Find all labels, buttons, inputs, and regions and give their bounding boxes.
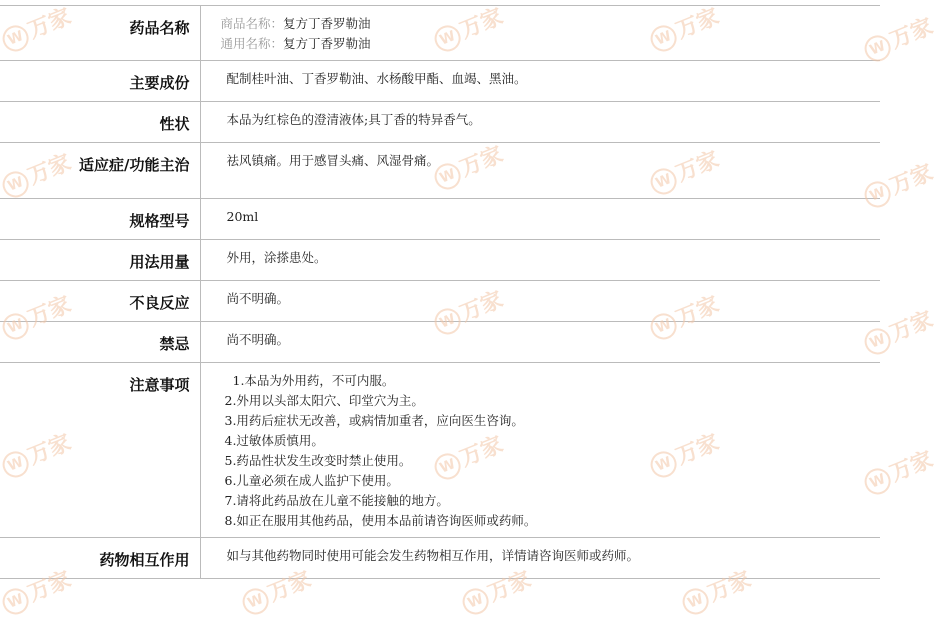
generic-name: 复方丁香罗勒油 — [283, 36, 371, 51]
precaution-item: 1.本品为外用药，不可内服。 — [232, 373, 395, 388]
row-appearance — [0, 102, 880, 143]
row-indications — [0, 143, 880, 199]
watermark: W万家 — [677, 563, 755, 618]
indications-label: 适应症/功能主治 — [0, 143, 200, 199]
precautions-label: 注意事项 — [0, 363, 200, 538]
trade-name: 复方丁香罗勒油 — [283, 16, 371, 31]
drug-name-value — [200, 6, 880, 61]
interactions-label: 药物相互作用 — [0, 538, 200, 579]
watermark: W万家 — [859, 10, 937, 66]
row-contraindications — [0, 322, 880, 363]
contraindications-value: 尚不明确。 — [200, 322, 880, 363]
watermark: W万家 — [645, 426, 723, 482]
precaution-item: 6.儿童必须在成人监护下使用。 — [224, 473, 399, 488]
row-specification — [0, 199, 880, 240]
adverse-reactions-label: 不良反应 — [0, 281, 200, 322]
indications-value: 祛风镇痛。用于感冒头痛、风湿骨痛。 — [200, 143, 880, 199]
watermark: W万家 — [859, 303, 937, 359]
watermark: W万家 — [0, 0, 75, 55]
precaution-item: 4.过敏体质慎用。 — [224, 433, 324, 448]
row-interactions — [0, 538, 880, 579]
row-precautions — [0, 363, 880, 538]
specification-value: 20ml — [200, 199, 880, 240]
usage-label: 用法用量 — [0, 240, 200, 281]
drug-spec-table — [0, 5, 880, 579]
precautions-list — [200, 363, 880, 538]
watermark: W万家 — [645, 143, 723, 199]
precaution-item: 8.如正在服用其他药品，使用本品前请咨询医师或药师。 — [224, 513, 537, 528]
row-ingredients — [0, 61, 880, 102]
appearance-label: 性状 — [0, 102, 200, 143]
watermark: W万家 — [0, 288, 75, 344]
watermark: W万家 — [0, 563, 75, 618]
precaution-item: 2.外用以头部太阳穴、印堂穴为主。 — [224, 393, 424, 408]
precaution-item: 5.药品性状发生改变时禁止使用。 — [224, 453, 412, 468]
drug-name-label: 药品名称 — [0, 6, 200, 61]
row-usage — [0, 240, 880, 281]
trade-name-line — [211, 14, 871, 34]
interactions-value: 如与其他药物同时使用可能会发生药物相互作用，详情请咨询医师或药师。 — [200, 538, 880, 579]
watermark: W万家 — [429, 138, 507, 194]
watermark: W万家 — [859, 443, 937, 499]
row-adverse-reactions — [0, 281, 880, 322]
ingredients-label: 主要成份 — [0, 61, 200, 102]
contraindications-label: 禁忌 — [0, 322, 200, 363]
watermark: W万家 — [429, 428, 507, 484]
adverse-reactions-value: 尚不明确。 — [200, 281, 880, 322]
specification-label: 规格型号 — [0, 199, 200, 240]
watermark: W万家 — [645, 0, 723, 55]
watermark: W万家 — [429, 0, 507, 55]
appearance-value: 本品为红棕色的澄清液体;具丁香的特异香气。 — [200, 102, 880, 143]
generic-name-line — [211, 34, 871, 54]
ingredients-value: 配制桂叶油、丁香罗勒油、水杨酸甲酯、血竭、黑油。 — [200, 61, 880, 102]
watermark: W万家 — [859, 156, 937, 212]
watermark: W万家 — [645, 288, 723, 344]
precaution-item: 7.请将此药品放在儿童不能接触的地方。 — [224, 493, 449, 508]
row-drug-name — [0, 6, 880, 61]
trade-name-prefix: 商品名称： — [220, 16, 284, 31]
watermark: W万家 — [237, 563, 315, 618]
watermark: W万家 — [429, 283, 507, 339]
generic-name-prefix: 通用名称： — [220, 36, 284, 51]
watermark: W万家 — [457, 563, 535, 618]
watermark: W万家 — [0, 426, 75, 482]
watermark: W万家 — [0, 146, 75, 202]
usage-value: 外用，涂搽患处。 — [200, 240, 880, 281]
precaution-item: 3.用药后症状无改善，或病情加重者，应向医生咨询。 — [224, 413, 524, 428]
